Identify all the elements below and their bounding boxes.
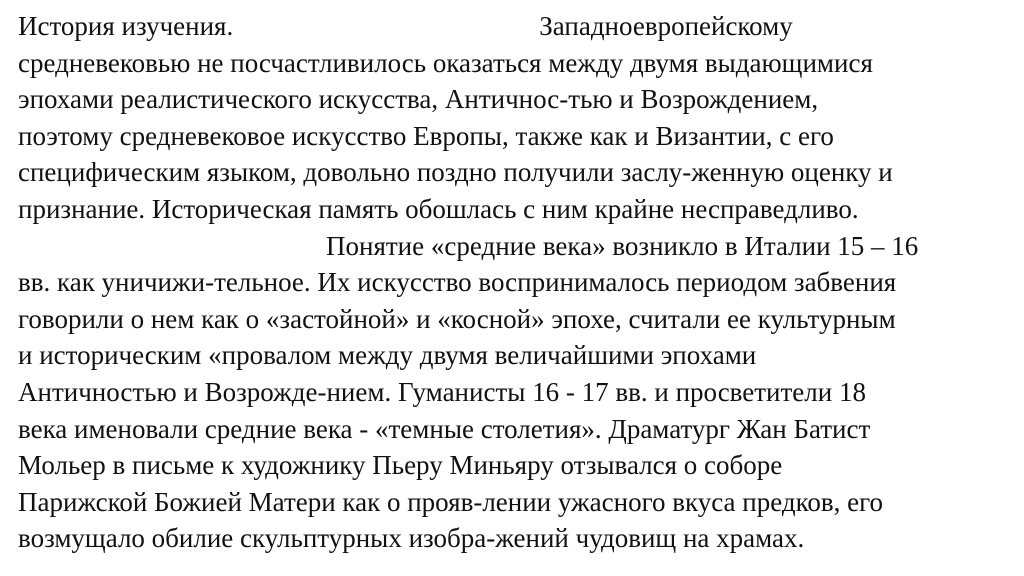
text-line-2: средневековью не посчастливилось оказаться между двумя выдающимися bbox=[18, 47, 873, 78]
body-text bbox=[18, 8, 1018, 557]
text-line-4: поэтому средневековое искусство Европы, также как и Византии, с его bbox=[18, 120, 834, 151]
text-line-15: возмущало обилие скульптурных изобра-жений чудовищ на храмах. bbox=[18, 523, 805, 554]
text-line-13: Мольер в письме к художнику Пьеру Миньяру отзывался о соборе bbox=[18, 450, 783, 481]
text-line-3: эпохами реалистического искусства, Античнос-тью и Возрождением, bbox=[18, 84, 819, 115]
text-line-14: Парижской Божией Матери как о прояв-лении ужасного вкуса предков, его bbox=[18, 486, 883, 517]
text-line-10: и историческим «провалом между двумя величайшими эпохами bbox=[18, 340, 757, 371]
text-line-8: вв. как уничижи-тельное. Их искусство воспринималось периодом забвения bbox=[18, 267, 897, 298]
paragraph-2-start: Понятие «средние века» возникло в Италии 15 – 16 bbox=[326, 230, 919, 261]
section-heading: История изучения. bbox=[18, 11, 234, 41]
text-line-11: Античностью и Возрожде-нием. Гуманисты 16 - 17 вв. и просветители 18 bbox=[18, 376, 866, 407]
text-line-7 bbox=[18, 228, 1018, 265]
text-line-12: века именовали средние века - «темные столетия». Драматург Жан Батист bbox=[18, 413, 871, 444]
text-line-6: признание. Историческая память обошлась с ним крайне несправедливо. bbox=[18, 193, 859, 224]
text-line-5: специфическим языком, довольно поздно получили заслу-женную оценку и bbox=[18, 157, 893, 188]
text-line-9: говорили о нем как о «застойной» и «косной» эпохе, считали ее культурным bbox=[18, 303, 896, 334]
text-line-1 bbox=[18, 8, 1018, 45]
paragraph-1-start: Западноевропейскому bbox=[539, 11, 793, 41]
